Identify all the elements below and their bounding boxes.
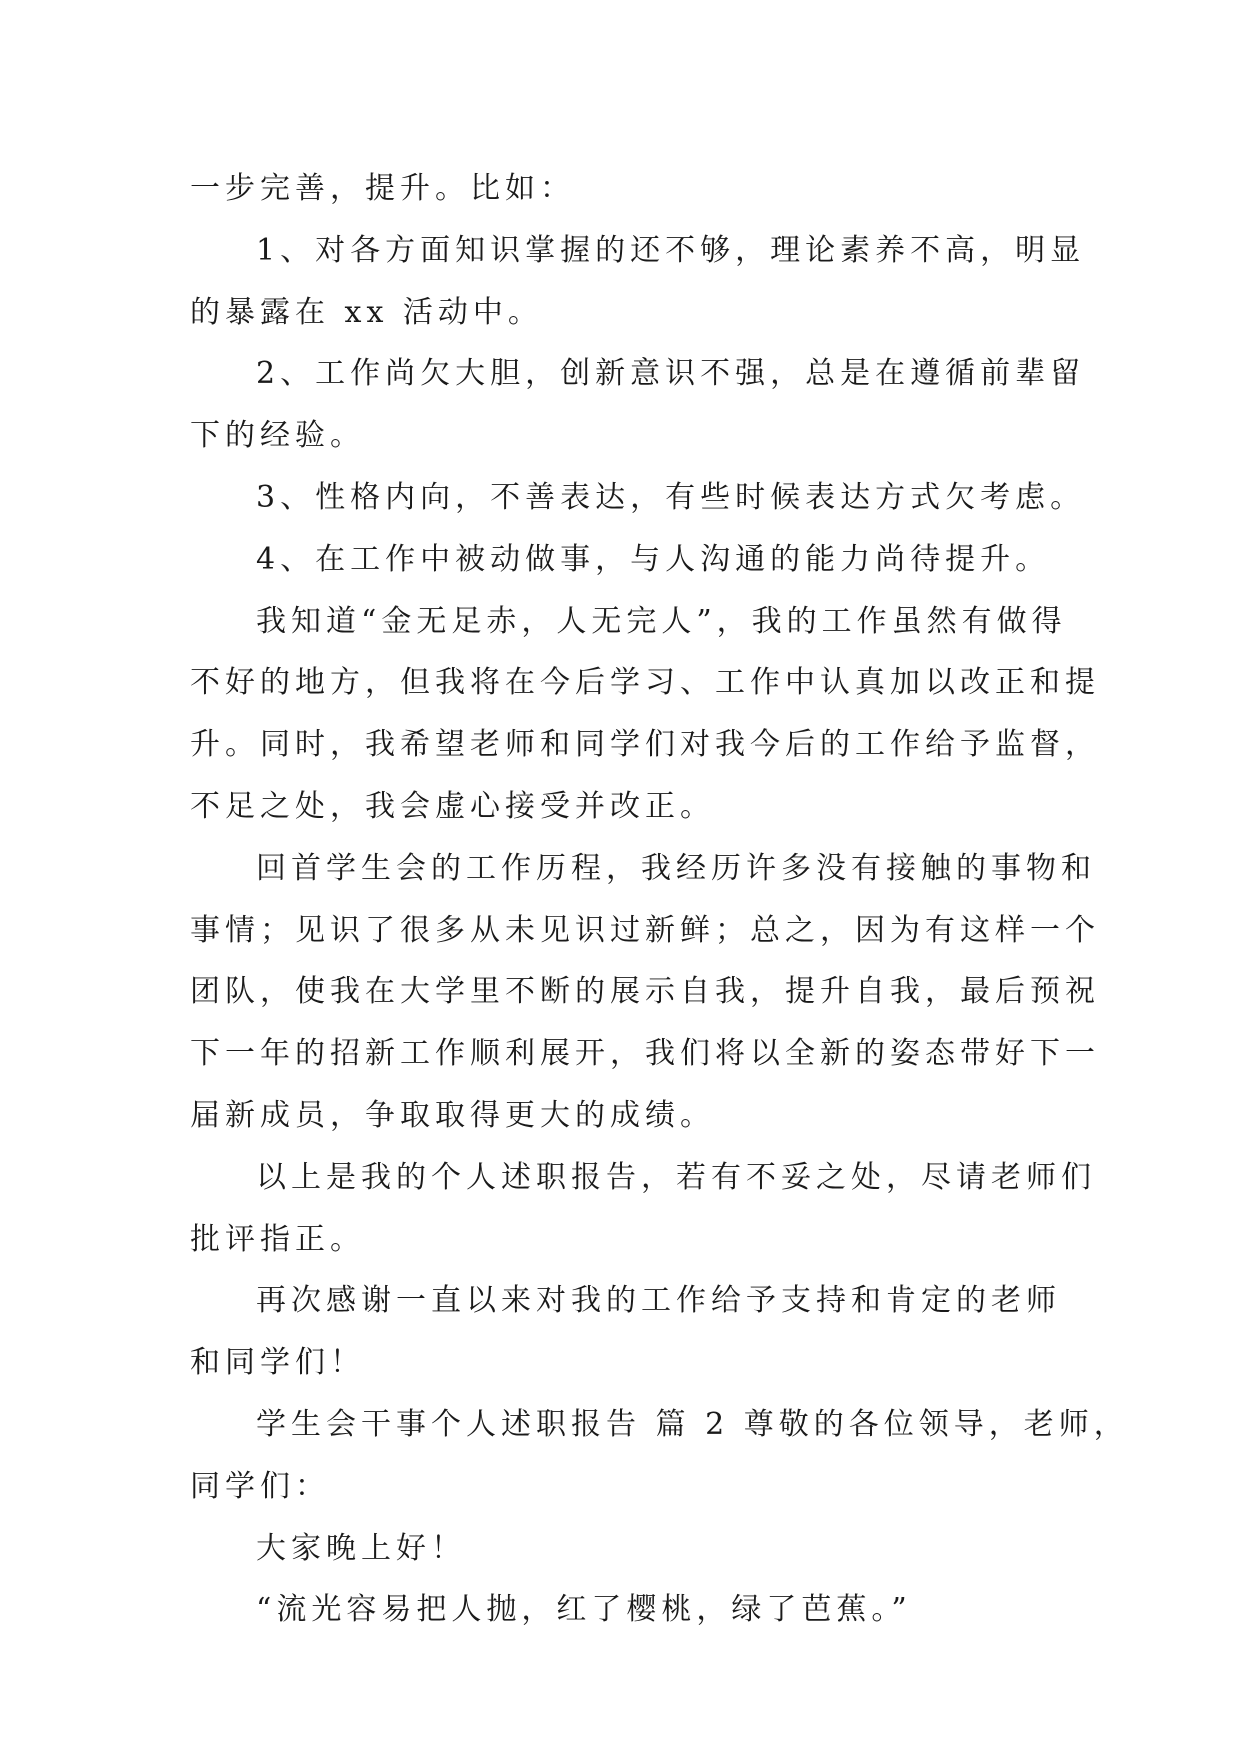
text-line: 同学们：: [190, 1468, 330, 1504]
text-line: 再次感谢一直以来对我的工作给予支持和肯定的老师: [256, 1283, 1061, 1319]
text-line: 团队，使我在大学里不断的展示自我，提升自我，最后预祝: [190, 974, 1100, 1010]
text-line: 不足之处，我会虚心接受并改正。: [190, 788, 715, 824]
text-line: 回首学生会的工作历程，我经历许多没有接触的事物和: [256, 850, 1096, 886]
text-line: 2、工作尚欠大胆，创新意识不强，总是在遵循前辈留: [256, 356, 1086, 392]
text-line: 3、性格内向，不善表达，有些时候表达方式欠考虑。: [256, 479, 1086, 515]
text-line: 一步完善，提升。比如：: [190, 171, 575, 206]
text-line: 批评指正。: [190, 1221, 365, 1257]
text-line: 不好的地方，但我将在今后学习、工作中认真加以改正和提: [190, 665, 1100, 701]
text-line: 事情；见识了很多从未见识过新鲜；总之，因为有这样一个: [190, 912, 1100, 948]
text-line: 大家晚上好！: [256, 1530, 466, 1566]
text-line: 我知道“金无足赤，人无完人”，我的工作虽然有做得: [256, 603, 1067, 639]
text-line: 学生会干事个人述职报告 篇 2 尊敬的各位领导，老师，: [256, 1406, 1129, 1442]
text-line: “流光容易把人抛，红了樱桃，绿了芭蕉。”: [256, 1592, 912, 1628]
text-line: 4、在工作中被动做事，与人沟通的能力尚待提升。: [256, 541, 1051, 577]
text-line: 下一年的招新工作顺利展开，我们将以全新的姿态带好下一: [190, 1036, 1100, 1072]
text-line: 以上是我的个人述职报告，若有不妥之处，尽请老师们: [256, 1159, 1096, 1195]
text-line: 的暴露在 xx 活动中。: [190, 294, 543, 330]
text-line: 届新成员，争取取得更大的成绩。: [190, 1097, 715, 1133]
text-line: 升。同时，我希望老师和同学们对我今后的工作给予监督，: [190, 727, 1100, 763]
text-line: 1、对各方面知识掌握的还不够，理论素养不高，明显: [256, 232, 1086, 268]
text-line: 和同学们！: [190, 1345, 365, 1381]
text-line: 下的经验。: [190, 418, 365, 454]
document-body: [190, 158, 1129, 1641]
